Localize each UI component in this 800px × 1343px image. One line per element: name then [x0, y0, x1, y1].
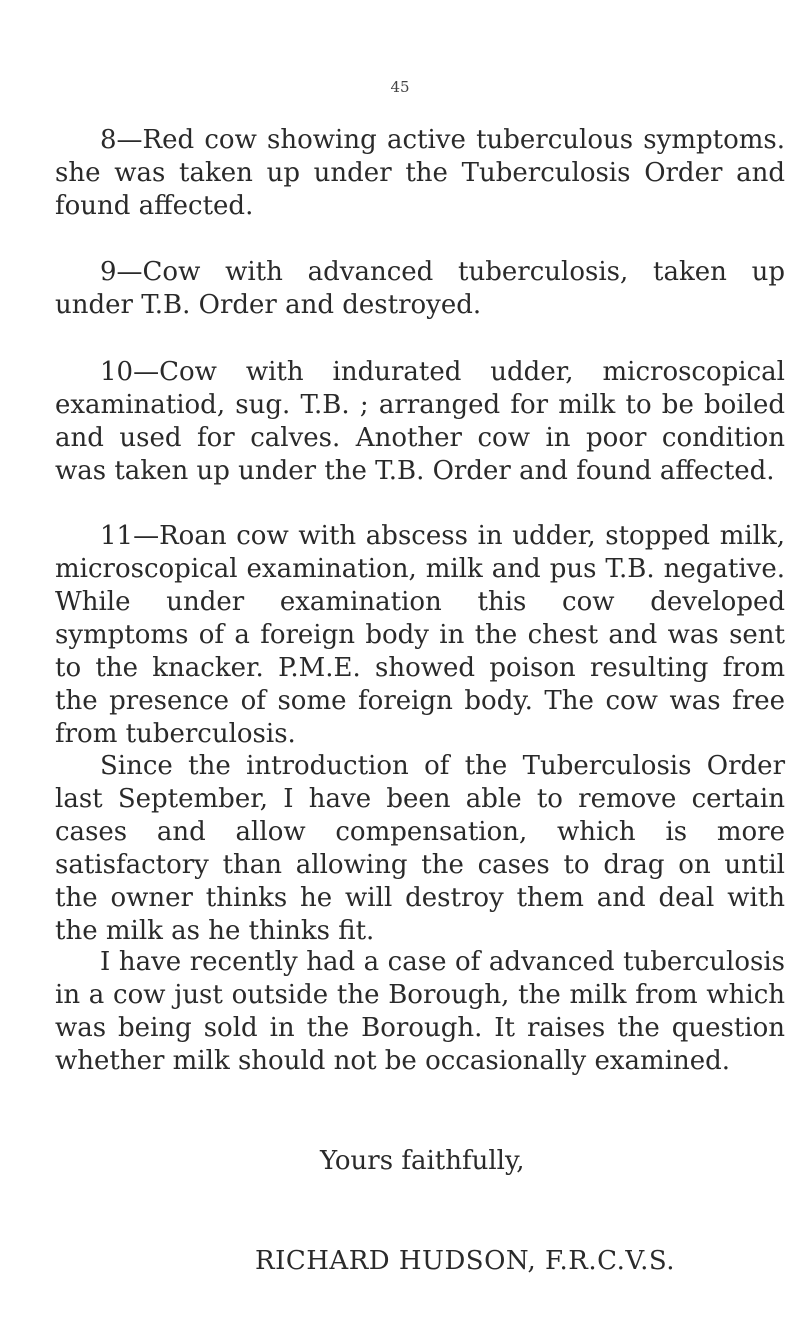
paragraph-tb-order: Since the introduction of the Tuberculosis Order last September, I have been able to remove certain cases and allow compensation, which is more satisfactory than allowing the cases to drag on until the owner thinks he will destroy them and deal with the milk as he thinks fit.: [55, 751, 785, 946]
paragraph-case-9: 9—Cow with advanced tuberculosis, taken up under T.B. Order and destroyed.: [55, 257, 785, 320]
signature: RICHARD HUDSON, F.R.C.V.S.: [255, 1246, 676, 1276]
page-number: 45: [390, 78, 410, 96]
paragraph-case-8: 8—Red cow showing active tuberculous symptoms. she was taken up under the Tuberculosis Order and found affected.: [55, 125, 785, 221]
closing-salutation: Yours faithfully,: [320, 1146, 525, 1176]
paragraph-recent-case: I have recently had a case of advanced tuberculosis in a cow just outside the Borough, the milk from which was being sold in the Borough. It raises the question whether milk should not be occasionally examined.: [55, 947, 785, 1076]
paragraph-case-11: 11—Roan cow with abscess in udder, stopped milk, microscopical examination, milk and pus T.B. negative. While under examination this cow developed symptoms of a foreign body in the chest and was sent to the knacker. P.M.E. showed poison resulting from the presence of some foreign body. The cow was free from tuberculosis.: [55, 521, 785, 749]
paragraph-case-10: 10—Cow with indurated udder, microscopical examinatiod, sug. T.B. ; arranged for milk to be boiled and used for calves. Another cow in poor condition was taken up under the T.B. Order and found affected.: [55, 357, 785, 486]
